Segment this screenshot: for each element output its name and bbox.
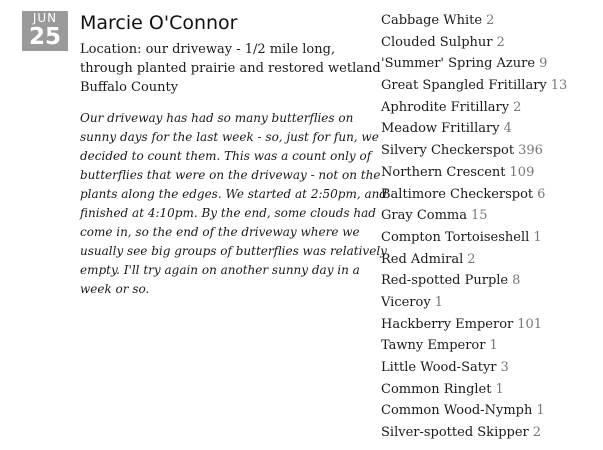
species-count: 1 [489, 338, 498, 354]
species-count: 2 [486, 13, 495, 28]
species-name: Common Ringlet [381, 381, 492, 397]
species-count: 1 [495, 381, 504, 397]
narrative-line: come in, so the end of the driveway where we [80, 225, 360, 239]
narrative-line: week or so. [80, 282, 150, 296]
species-item [381, 379, 596, 401]
species-name: Red-spotted Purple [381, 273, 509, 289]
species-name: Tawny Emperor [381, 338, 486, 354]
author-name: Marcie O'Connor [80, 12, 238, 34]
species-name: Great Spangled Fritillary [381, 78, 547, 94]
species-count: 4 [503, 121, 512, 137]
species-name: Little Wood-Satyr [381, 360, 497, 375]
species-count: 3 [500, 360, 509, 375]
species-name: Red Admiral [381, 251, 464, 267]
species-name: Meadow Fritillary [381, 121, 500, 137]
species-item [381, 10, 596, 32]
species-count: 1 [536, 403, 545, 419]
location-line: Location: our driveway - 1/2 mile long, [80, 42, 336, 57]
species-item [381, 32, 596, 54]
species-item [381, 53, 596, 75]
species-item [381, 422, 596, 444]
date-day: 25 [28, 24, 61, 50]
species-item [381, 292, 596, 314]
species-count: 101 [517, 316, 543, 332]
narrative-line: sunny days for the last week - so, just for fun, we [80, 130, 379, 144]
narrative-line: empty. I'll try again on another sunny day in a [80, 263, 360, 277]
species-count: 2 [467, 251, 476, 267]
species-count: 109 [509, 164, 535, 180]
species-name: Clouded Sulphur [381, 34, 493, 50]
species-count: 1 [533, 229, 542, 245]
narrative-line: Our driveway has had so many butterflies on [80, 111, 354, 125]
species-name: Northern Crescent [381, 164, 506, 180]
species-item [381, 184, 596, 206]
narrative-text [80, 109, 388, 299]
species-count: 13 [550, 78, 568, 94]
location-line: through planted prairie and restored wetland [80, 61, 381, 76]
species-name: Hackberry Emperor [381, 316, 514, 332]
species-list [381, 10, 596, 444]
species-item [381, 118, 596, 140]
species-item [381, 75, 596, 97]
species-item [381, 205, 596, 227]
species-item [381, 249, 596, 271]
species-count: 2 [513, 99, 522, 115]
species-name: Gray Comma [381, 208, 468, 224]
species-item [381, 227, 596, 249]
narrative-line: plants along the edges. We started at 2:50pm, and [80, 187, 388, 201]
narrative-line: decided to count them. This was a count only of [80, 149, 372, 163]
species-item [381, 400, 596, 422]
narrative-line: usually see big groups of butterflies was relatively [80, 244, 387, 258]
location-line: Buffalo County [80, 80, 179, 95]
species-name: Compton Tortoiseshell [381, 229, 530, 245]
species-name: Viceroy [381, 294, 431, 310]
narrative-line: butterflies that were on the driveway - not on the [80, 168, 381, 182]
species-count: 2 [532, 425, 542, 441]
species-item [381, 314, 596, 336]
species-name: Baltimore Checkerspot [381, 186, 534, 202]
species-name: Aphrodite Fritillary [381, 99, 510, 115]
species-count: 8 [512, 273, 521, 289]
species-name: Cabbage White [381, 13, 483, 28]
species-count: 6 [537, 186, 546, 202]
species-name: Silvery Checkerspot [381, 143, 515, 159]
species-count: 1 [434, 294, 443, 310]
species-item [381, 335, 596, 357]
species-name: Silver-spotted Skipper [381, 425, 529, 441]
species-count: 2 [496, 34, 505, 50]
species-item [381, 162, 596, 184]
species-count: 396 [518, 143, 543, 159]
narrative-line: finished at 4:10pm. By the end, some clouds had [80, 206, 376, 220]
species-item [381, 97, 596, 119]
species-count: 15 [471, 208, 488, 224]
species-item [381, 270, 596, 292]
species-item [381, 140, 596, 162]
species-name: 'Summer' Spring Azure [381, 56, 536, 72]
date-month: JUN [32, 11, 58, 25]
species-item [381, 357, 596, 379]
species-count: 9 [539, 56, 548, 72]
date-badge [22, 11, 68, 51]
species-name: Common Wood-Nymph [381, 403, 533, 419]
location-block [80, 40, 381, 97]
